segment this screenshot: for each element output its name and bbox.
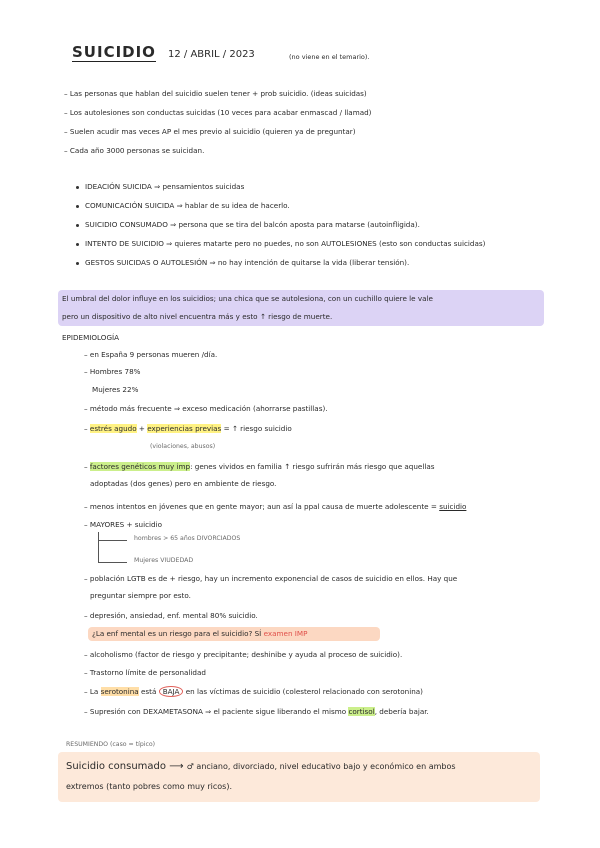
summary-line: extremos (tanto pobres como muy ricos).: [66, 782, 232, 791]
epi-question: ¿La enf mental es un riesgo para el suicidio? SÍ examen IMP: [92, 629, 308, 638]
epi-stress: – estrés agudo + experiencias previas = ↑ riesgo suicidio: [84, 424, 292, 433]
epi-lgtb-cont: preguntar siempre por esto.: [90, 591, 191, 600]
epi-depression: – depresión, ansiedad, enf. mental 80% suicidio.: [84, 611, 258, 620]
baja-circled: BAJA: [159, 686, 184, 697]
epi-men: – Hombres 78%: [84, 367, 141, 376]
epi-serotonin: – La serotonina está BAJA en las víctimas de suicidio (colesterol relacionado con serotonina): [84, 687, 423, 696]
epi-stress-sub: (violaciones, abusos): [150, 443, 216, 450]
page-title: SUICIDIO: [72, 43, 156, 61]
epi-older: – MAYORES + suicidio: [84, 520, 162, 529]
epi-women: Mujeres 22%: [92, 385, 139, 394]
type-item: COMUNICACIÓN SUICIDA ⇒ hablar de su idea de hacerlo.: [76, 201, 290, 211]
intro-item: – Suelen acudir mas veces AP el mes previo al suicidio (quieren ya de preguntar): [64, 127, 356, 136]
epi-method: – método más frecuente ⇒ exceso medicación (ahorrarse pastillas).: [84, 404, 328, 413]
summary-line: Suicidio consumado ⟶ ♂ anciano, divorciado, nivel educativo bajo y económico en ambos: [66, 761, 456, 772]
page-date: 12 / ABRIL / 2023: [168, 49, 255, 60]
type-item: IDEACIÓN SUICIDA ⇒ pensamientos suicidas: [76, 182, 244, 192]
epi-dexametasona: – Supresión con DEXAMETASONA ⇒ el paciente sigue liberando el mismo cortisol, debería bajar.: [84, 707, 429, 716]
epi-minors: – menos intentos en jóvenes que en gente mayor; aun así la ppal causa de muerte adolescente = suicidio: [84, 502, 467, 511]
epi-genetic-cont: adoptadas (dos genes) pero en ambiente de riesgo.: [90, 479, 277, 488]
type-item: GESTOS SUICIDAS O AUTOLESIÓN ⇒ no hay intención de quitarse la vida (liberar tensión).: [76, 258, 409, 268]
epi-border: – Trastorno límite de personalidad: [84, 668, 206, 677]
intro-item: – Los autolesiones son conductas suicidas (10 veces para acabar enmascad / llamad): [64, 108, 372, 117]
epi-alcohol: – alcoholismo (factor de riesgo y precipitante; deshinibe y ayuda al proceso de suicidio).: [84, 650, 403, 659]
type-item: INTENTO DE SUICIDIO ⇒ quieres matarte pero no puedes, no son AUTOLESIONES (esto son conductas suicidas): [76, 239, 485, 249]
summary-heading: RESUMIENDO (caso = típico): [66, 741, 156, 748]
epi-older-men: hombres > 65 años DIVORCIADOS: [134, 535, 241, 542]
umbral-line: El umbral del dolor influye en los suicidios; una chica que se autolesiona, con un cuchillo quiere le vale: [62, 294, 433, 303]
intro-item: – Las personas que hablan del suicidio suelen tener + prob suicidio. (ideas suicidas): [64, 89, 367, 98]
older-women-arrow: [98, 540, 127, 563]
epi-lgtb: – población LGTB es de + riesgo, hay un incremento exponencial de casos de suicidio en ellos. Hay que: [84, 574, 458, 583]
epi-genetic: – factores genéticos muy imp: genes vividos en familia ↑ riesgo sufrirán más riesgo que aquellas: [84, 462, 435, 471]
header-note: (no viene en el temario).: [289, 53, 370, 61]
section-heading-epidemiologia: EPIDEMIOLOGÍA: [62, 333, 120, 342]
intro-item: – Cada año 3000 personas se suicidan.: [64, 146, 205, 155]
epi-older-women: Mujeres VIUDEDAD: [134, 557, 194, 564]
epi-stat: – en España 9 personas mueren /día.: [84, 350, 218, 359]
type-item: SUICIDIO CONSUMADO ⇒ persona que se tira del balcón aposta para matarse (autoinfligida).: [76, 220, 420, 230]
umbral-line: pero un dispositivo de alto nivel encuentra más y esto ↑ riesgo de muerte.: [62, 312, 333, 321]
